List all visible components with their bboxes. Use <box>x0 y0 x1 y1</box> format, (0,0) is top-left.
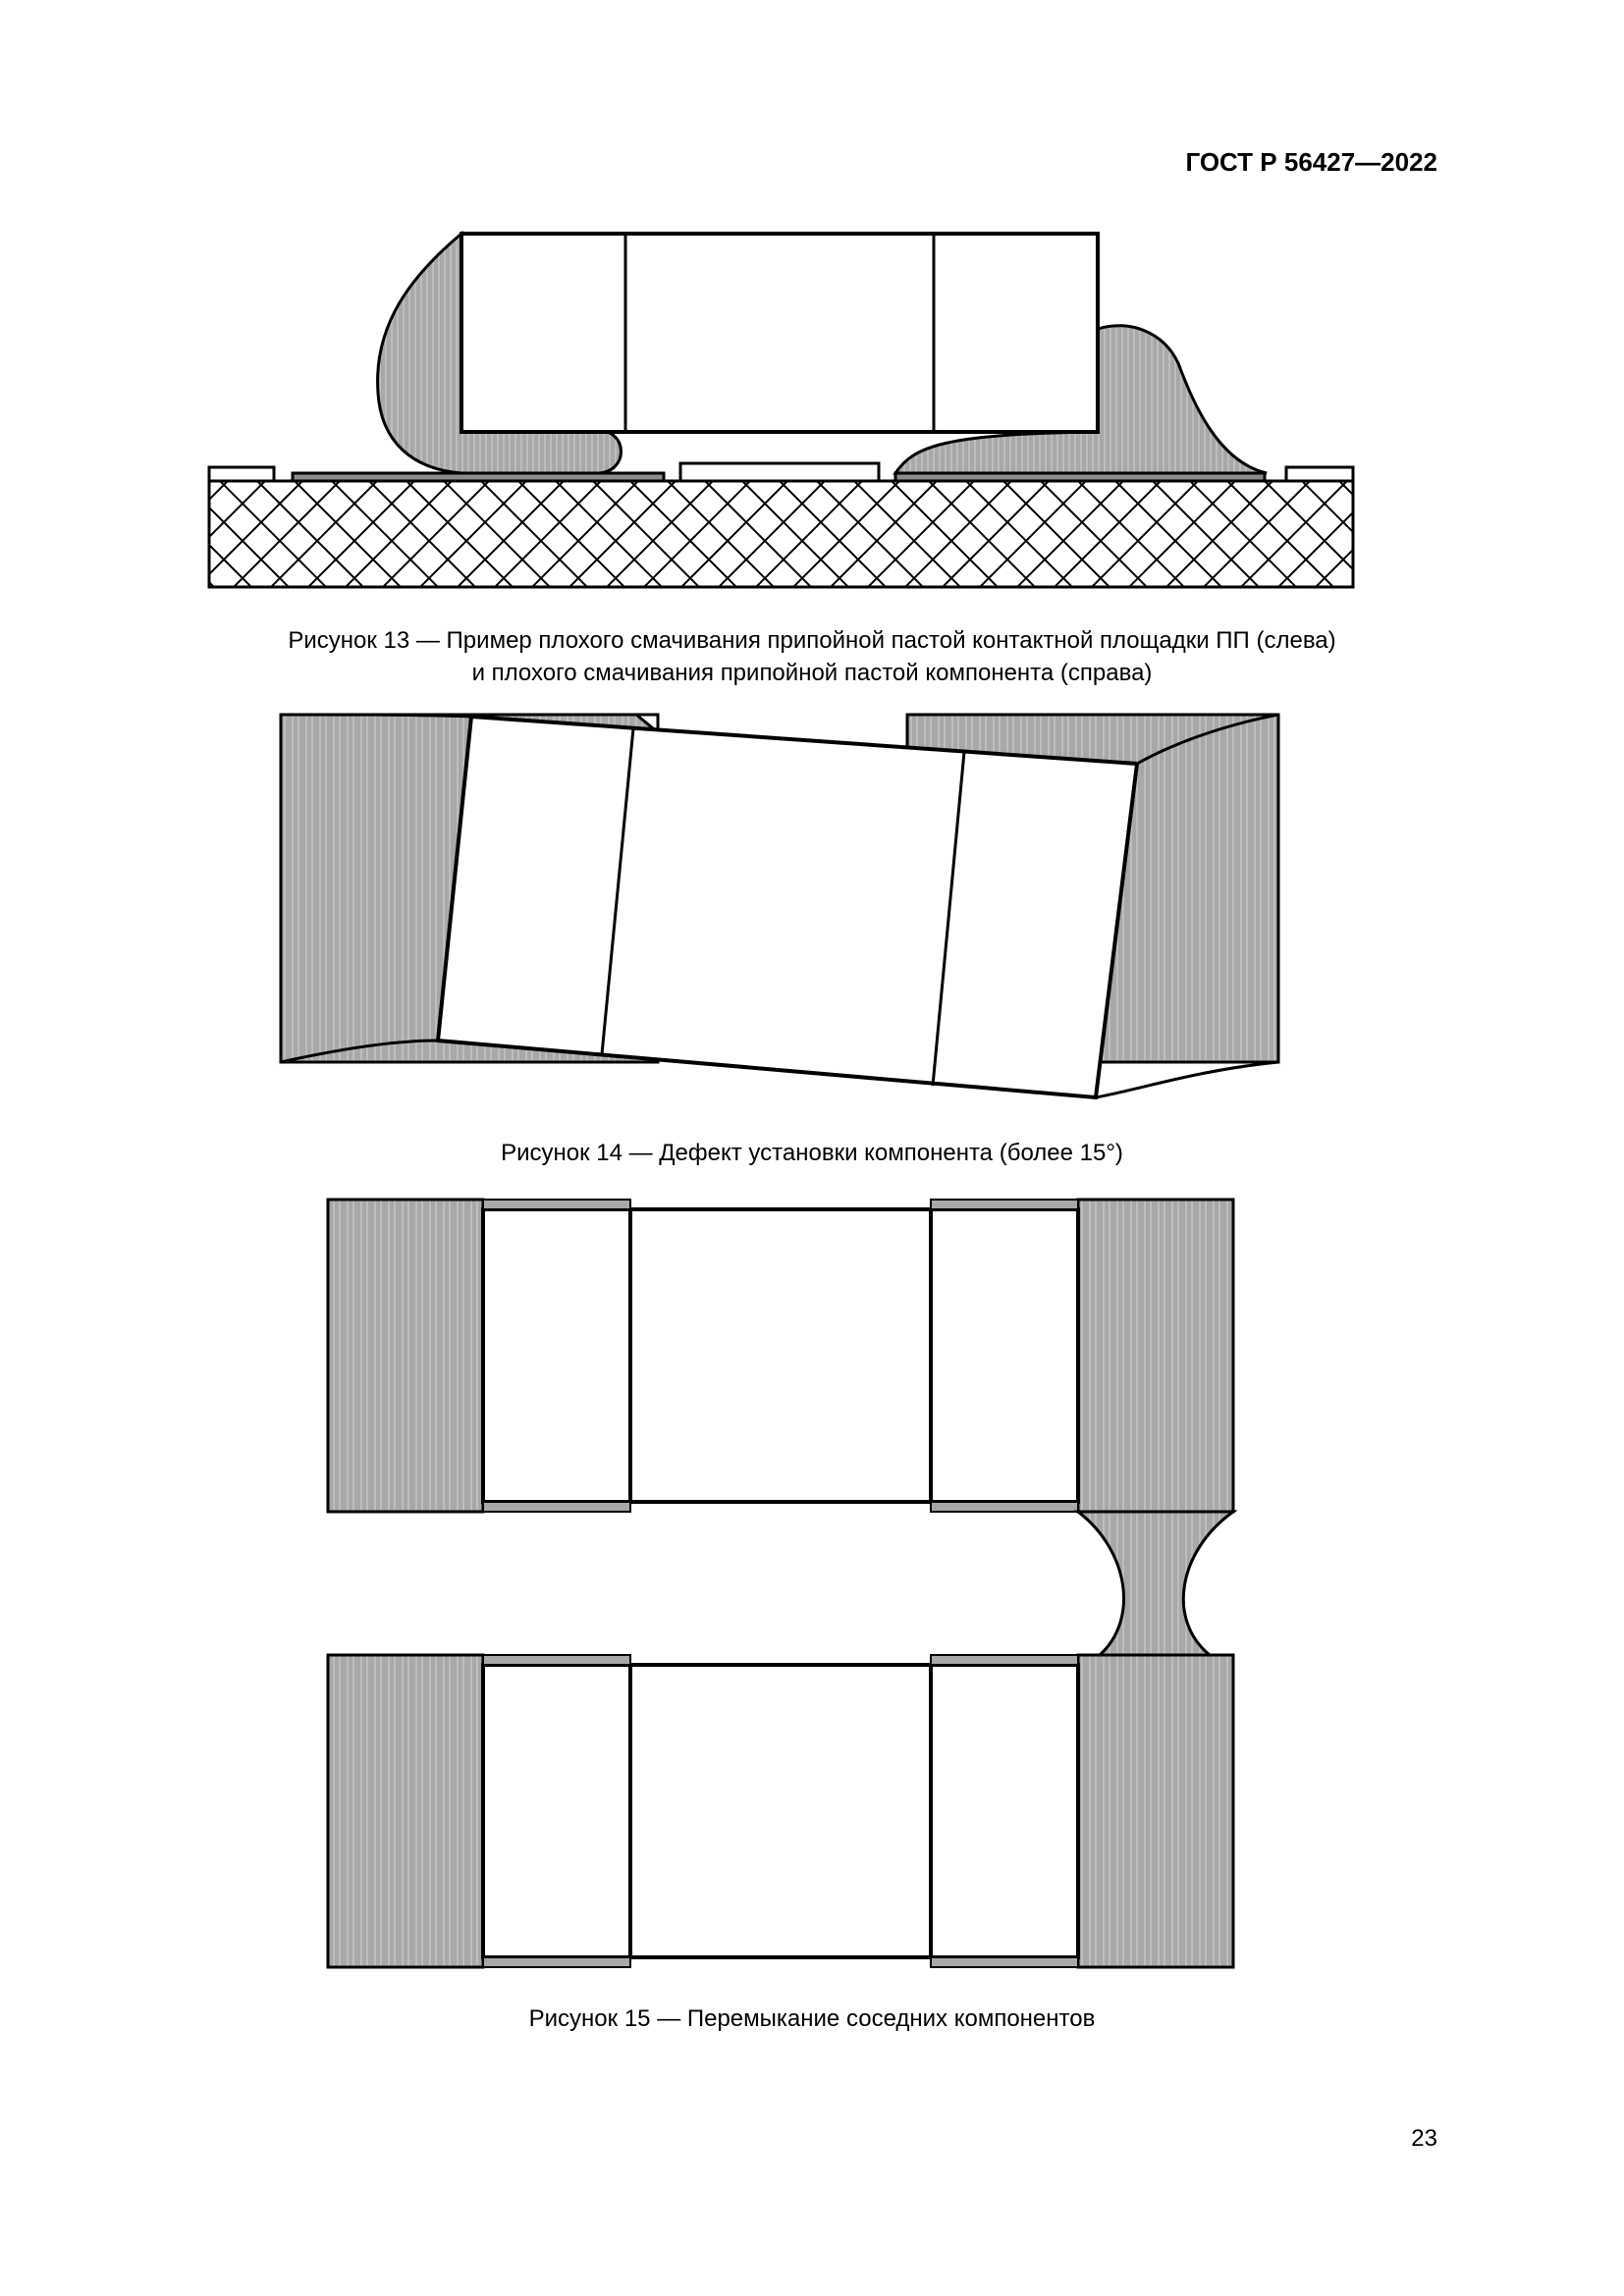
pad-upper-right <box>1078 1200 1233 1512</box>
figure-13-drawing <box>0 226 1624 599</box>
pad-lower-right <box>1078 1655 1233 1967</box>
component-upper <box>328 1200 1233 1512</box>
caption-line: и плохого смачивания припойной пастой компонента (справа) <box>471 660 1153 686</box>
side-pad-left <box>209 467 274 481</box>
figure-13-caption <box>0 624 1624 689</box>
caption-line: Рисунок 13 — Пример плохого смачивания припойной пастой контактной площадки ПП (слева) <box>288 627 1336 654</box>
component-rotated <box>438 717 1137 1097</box>
figure-15 <box>0 1188 1624 1983</box>
component-lower <box>328 1655 1233 1967</box>
solder-bridge <box>1078 1512 1233 1655</box>
figure-14-caption <box>0 1137 1624 1169</box>
caption-line: Рисунок 15 — Перемыкание соседних компонентов <box>528 2005 1096 2032</box>
figure-13 <box>0 226 1624 599</box>
pad-lower-left <box>328 1655 483 1967</box>
figure-15-caption <box>0 2002 1624 2035</box>
figure-15-drawing <box>0 1188 1624 1983</box>
document-id: ГОСТ Р 56427—2022 <box>1185 147 1437 177</box>
component-body <box>461 234 1098 432</box>
side-pad-right <box>1286 467 1353 481</box>
caption-line: Рисунок 14 — Дефект установки компонента (более 15°) <box>501 1140 1123 1166</box>
figure-14-drawing <box>0 707 1624 1119</box>
pcb-board <box>209 481 1353 587</box>
pad-upper-left <box>328 1200 483 1512</box>
contact-pad-center <box>680 463 879 481</box>
figure-14 <box>0 707 1624 1119</box>
page-number: 23 <box>1411 2125 1437 2152</box>
